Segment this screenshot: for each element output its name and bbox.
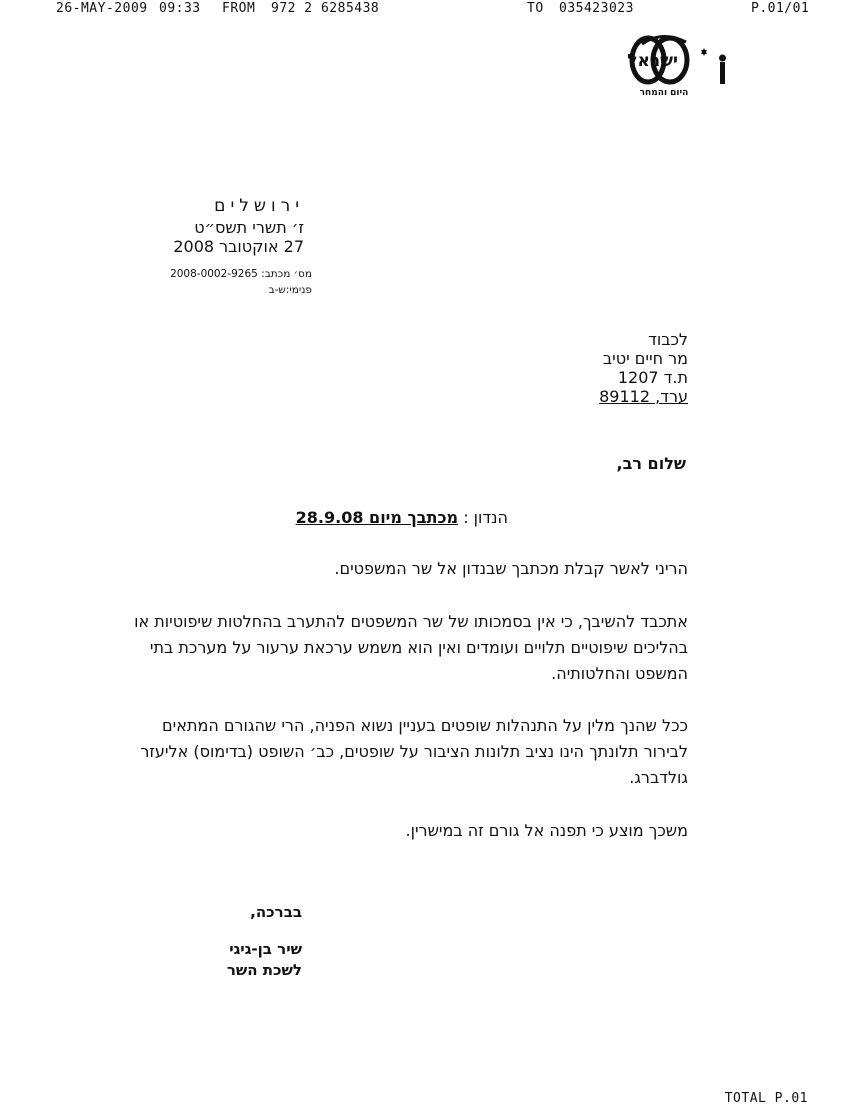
paragraph-line: משכך מוצע כי תפנה אל גורם זה במישרין. — [405, 821, 688, 840]
recipient-city-line — [599, 387, 688, 406]
fax-from-number: 972 2 6285438 — [271, 1, 380, 16]
letter-number: 2008-0002-9265 — [170, 268, 258, 280]
greeting: שלום רב, — [616, 454, 686, 473]
reference-block — [170, 266, 312, 298]
hebrew-date: ז׳ תשרי תשס״ט — [194, 218, 304, 237]
internal-ref: פנימי:ש-ב — [268, 284, 312, 296]
recipient-city: ערד, — [655, 387, 688, 406]
paragraph-line: בהליכים שיפוטיים תלויים ועומדים ואין הוא משמש ערכאת ערעור על מערכת בתי — [149, 638, 688, 657]
paragraph-2 — [134, 609, 688, 687]
fax-to-label: TO — [527, 1, 544, 16]
israel-60-logo — [622, 34, 734, 102]
gregorian-date: 27 אוקטובר 2008 — [173, 237, 304, 256]
recipient-name: מר חיים יטיב — [602, 349, 688, 368]
paragraph-4 — [406, 818, 688, 844]
fax-date: 26-MAY-2009 — [56, 1, 148, 16]
subject-line — [296, 508, 508, 527]
letter-number-line — [170, 266, 312, 282]
signature-block — [227, 902, 302, 981]
subject-date: 28.9.08 — [295, 508, 364, 527]
subject-label: הנדון : — [463, 508, 508, 527]
fax-time: 09:33 — [159, 1, 201, 16]
paragraph-line: אתכבד להשיבך, כי אין בסמכותו של שר המשפטים להתערב בהחלטות שיפוטיות או — [134, 612, 688, 631]
signer-office: לשכת השר — [226, 961, 302, 979]
recipient-zip: 89112 — [599, 387, 651, 406]
paragraph-line: ככל שהנך מלין על התנהלות שופטים בעניין נשוא הפניה, הרי שהגורם המתאים — [162, 716, 688, 735]
closing: בברכה, — [250, 903, 302, 921]
recipient-salutation: לכבוד — [648, 330, 688, 349]
recipient-po-box: ת.ד 1207 — [617, 368, 688, 387]
city-heading: ירושלים — [214, 196, 304, 216]
recipient-address — [599, 330, 688, 406]
paragraph-line: לבירור תלונתך הינו נציב תלונות הציבור על שופטים, כב׳ השופט (בדימוס) אליעזר — [140, 742, 688, 761]
fax-total-pages: TOTAL P.01 — [724, 1091, 808, 1106]
fax-to-number: 035423023 — [559, 1, 634, 16]
paragraph-1 — [334, 556, 688, 582]
logo-word: ישראל — [627, 51, 678, 71]
fax-from-label: FROM — [222, 1, 256, 16]
signer-name: שיר בן-גיגי — [229, 940, 302, 958]
paragraph-line: המשפט והחלטותיה. — [551, 664, 688, 683]
paragraph-line: גולדברג. — [629, 768, 688, 787]
logo-caption: היום והמחר — [639, 88, 689, 98]
subject-text: מכתבך מיום — [369, 508, 459, 527]
date-block — [173, 196, 304, 256]
paragraph-3 — [140, 713, 688, 791]
fax-header — [0, 0, 864, 18]
letter-number-label: מס׳ מכתב: — [261, 268, 312, 280]
paragraph-line: הריני לאשר קבלת מכתבך שבנדון אל שר המשפטים. — [334, 559, 688, 578]
fax-page: P.01/01 — [751, 1, 810, 16]
